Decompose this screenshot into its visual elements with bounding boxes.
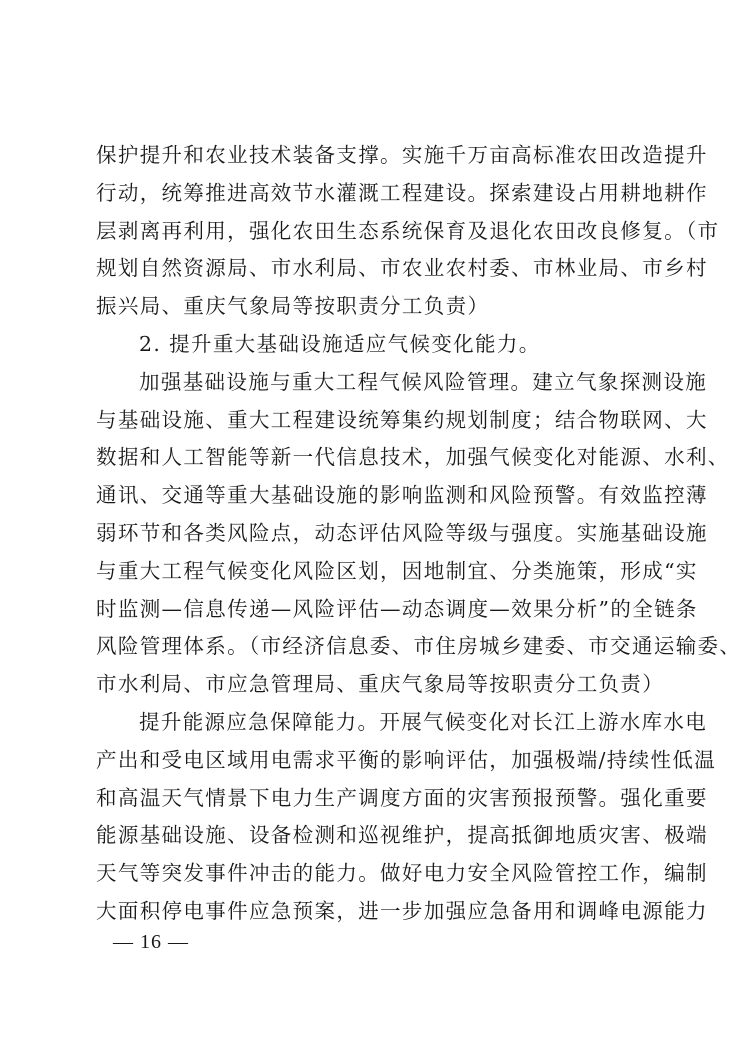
text-line: 时监测—信息传递—风险评估—动态调度—效果分析”的全链条 (96, 596, 698, 621)
paragraph-infrastructure-risk (96, 364, 742, 704)
paragraph-farmland-protection (96, 137, 720, 326)
page-number: — 16 — (113, 931, 189, 953)
text-line: 行动，统筹推进高效节水灌溉工程建设。探索建设占用耕地耕作 (96, 180, 708, 205)
text-line: 规划自然资源局、市水利局、市农业农村委、市林业局、市乡村 (96, 256, 708, 281)
text-line: 大面积停电事件应急预案，进一步加强应急备用和调峰电源能力 (96, 898, 708, 923)
text-line: 加强基础设施与重大工程气候风险管理。建立气象探测设施 (139, 369, 708, 394)
section-heading (96, 326, 648, 364)
text-line: 产出和受电区域用电需求平衡的影响评估，加强极端/持续性低温 (96, 747, 717, 772)
text-line: 振兴局、重庆气象局等按职责分工负责） (96, 294, 490, 319)
text-line: 和高温天气情景下电力生产调度方面的灾害预报预警。强化重要 (96, 785, 708, 810)
text-line: 与基础设施、重大工程建设统筹集约规划制度；结合物联网、大 (96, 407, 708, 432)
section-heading-text: 2. 提升重大基础设施适应气候变化能力。 (139, 331, 541, 356)
text-line: 提升能源应急保障能力。开展气候变化对长江上游水库水电 (139, 709, 708, 734)
text-line: 通讯、交通等重大基础设施的影响监测和风险预警。有效监控薄 (96, 483, 708, 508)
text-line: 风险管理体系。（市经济信息委、市住房城乡建委、市交通运输委、 (96, 634, 742, 659)
text-line: 市水利局、市应急管理局、重庆气象局等按职责分工负责） (96, 672, 665, 697)
text-line: 保护提升和农业技术装备支撑。实施千万亩高标准农田改造提升 (96, 143, 708, 167)
text-line: 数据和人工智能等新一代信息技术，加强气候变化对能源、水利、 (96, 445, 730, 470)
text-line: 与重大工程气候变化风险区划，因地制宜、分类施策，形成“实 (96, 558, 698, 583)
text-line: 天气等突发事件冲击的能力。做好电力安全风险管控工作，编制 (96, 861, 708, 886)
text-line: 层剥离再利用，强化农田生态系统保育及退化农田改良修复。（市 (96, 218, 720, 243)
text-line: 弱环节和各类风险点，动态评估风险等级与强度。实施基础设施 (96, 520, 708, 545)
document-page-body (96, 137, 742, 931)
text-line: 能源基础设施、设备检测和巡视维护，提高抵御地质灾害、极端 (96, 823, 708, 848)
paragraph-energy-emergency (96, 704, 717, 931)
